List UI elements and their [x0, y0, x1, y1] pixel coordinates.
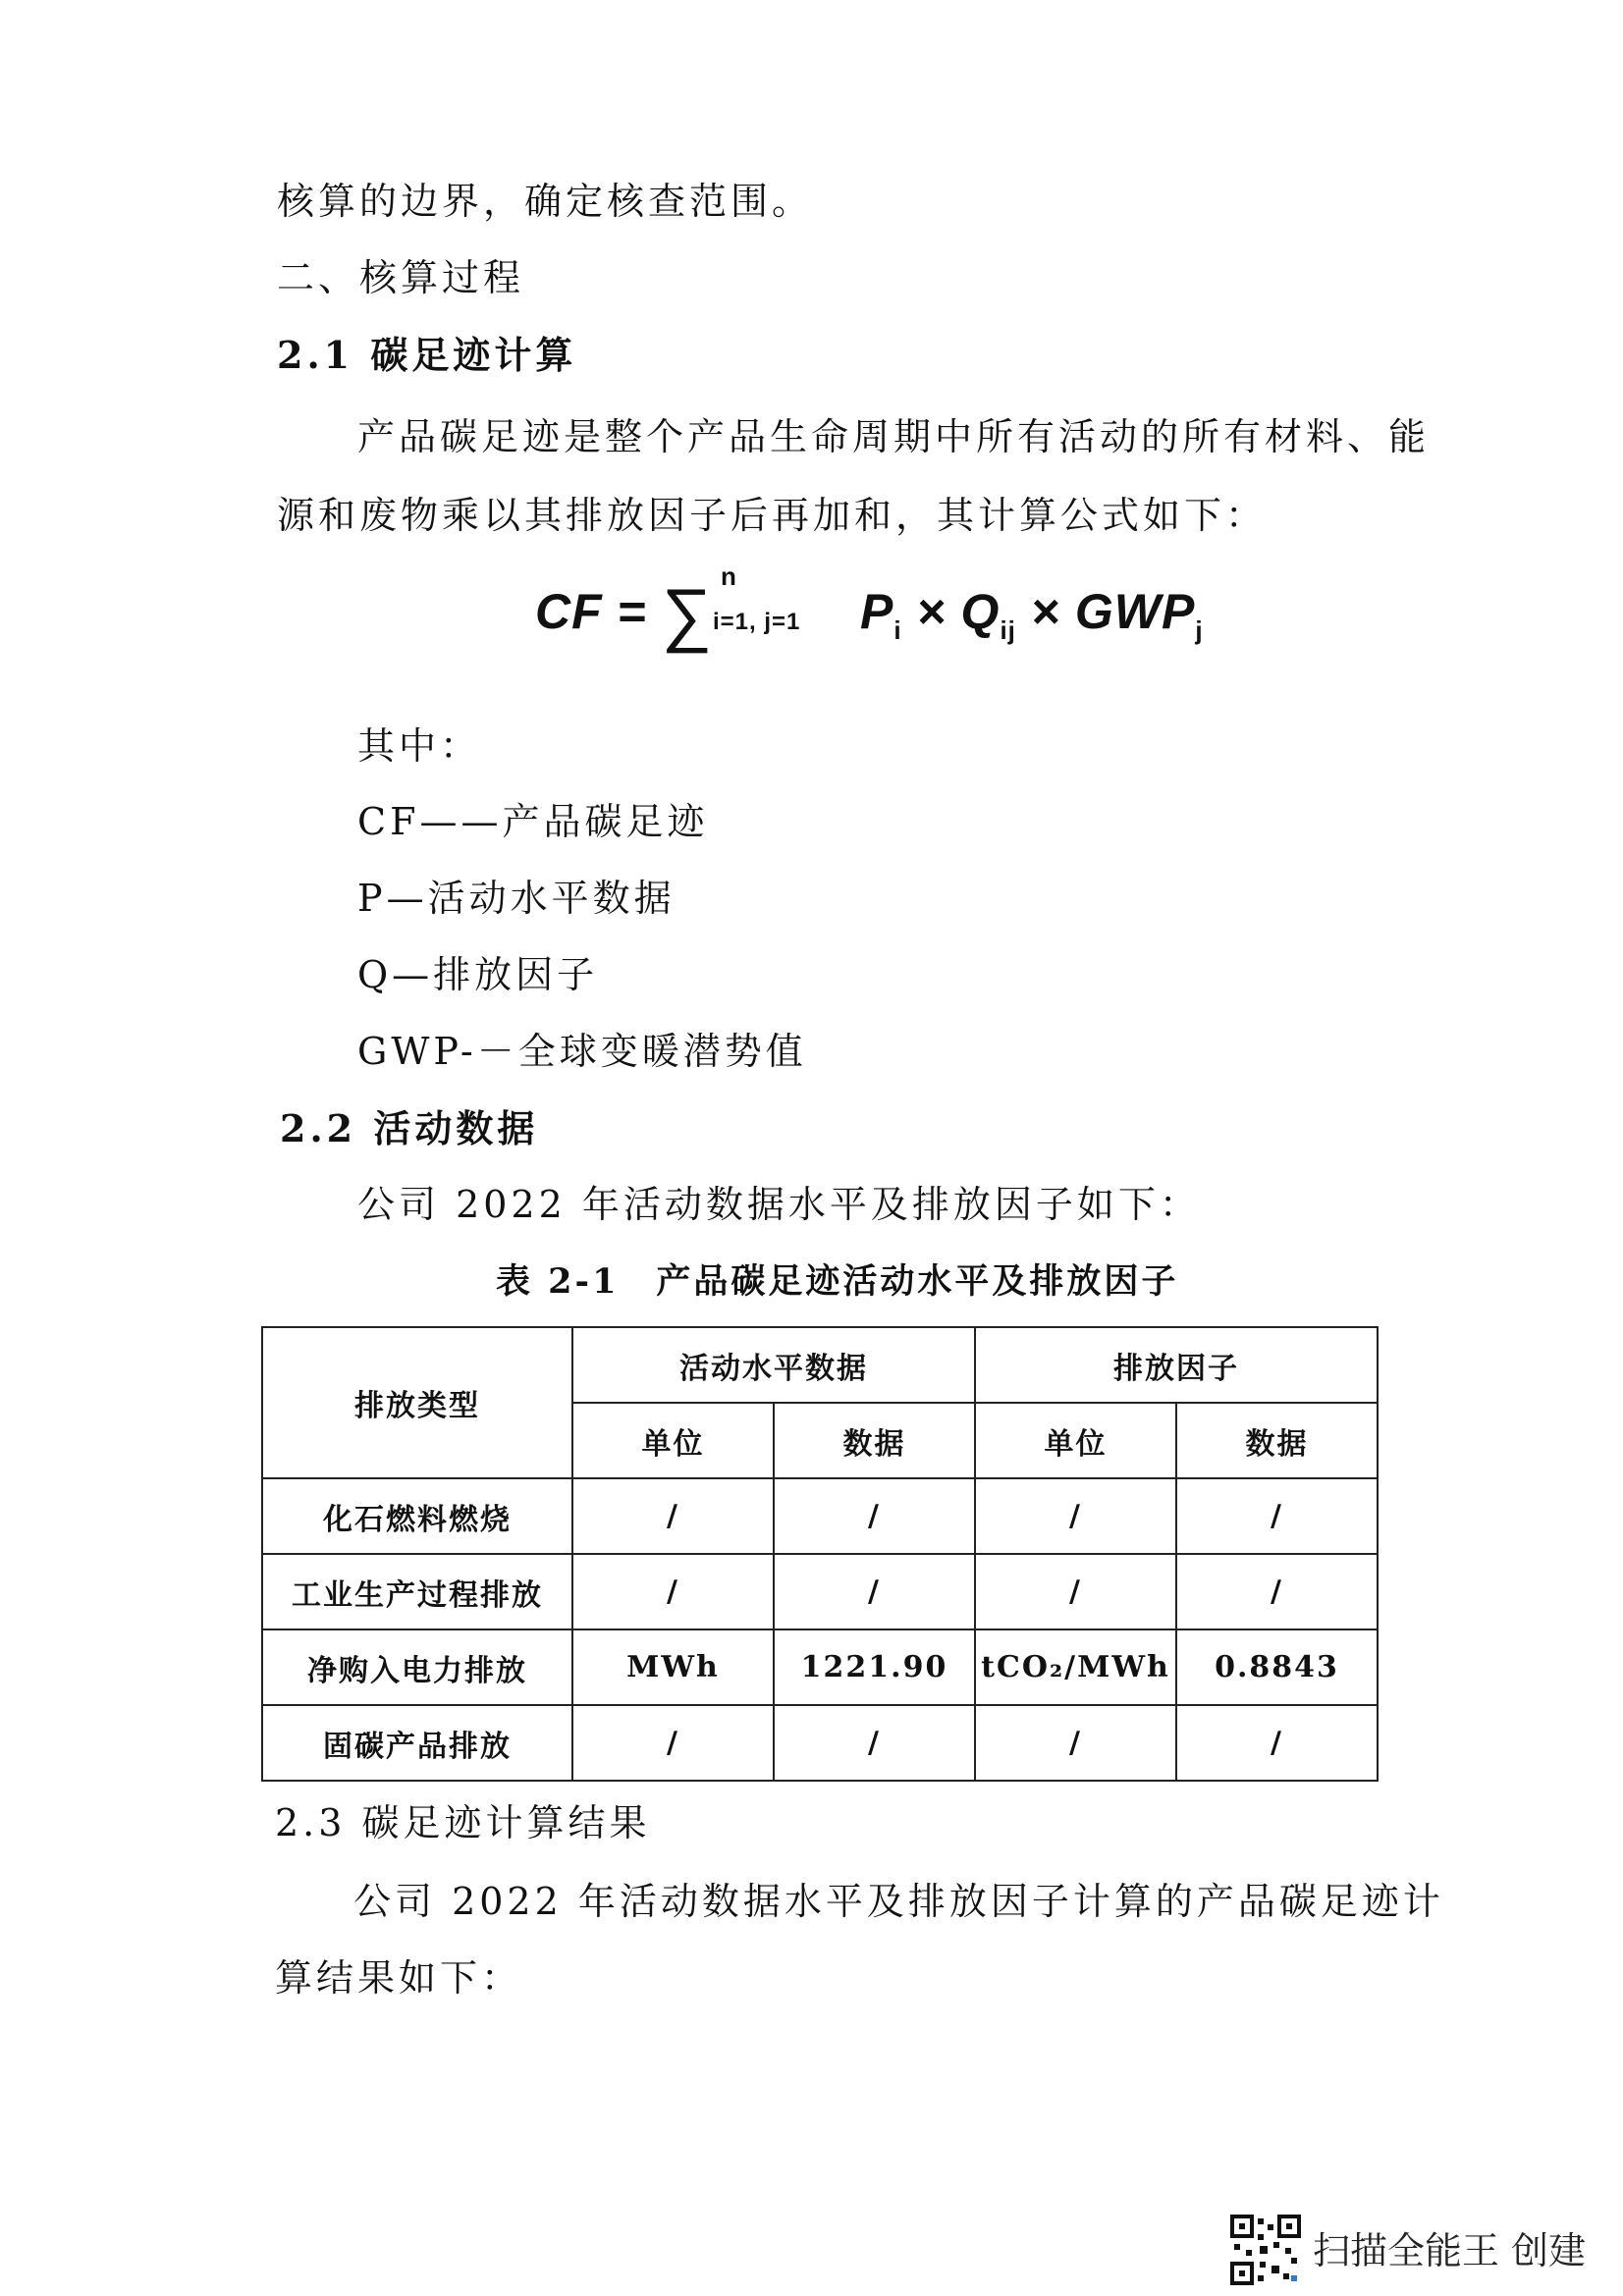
formula-upper-limit: n: [720, 561, 737, 591]
row-activity-unit: /: [572, 1705, 774, 1781]
formula-gwp: GWP: [1074, 584, 1196, 639]
formula-lhs: CF =: [535, 584, 662, 639]
row-activity-value: /: [774, 1705, 975, 1781]
row-activity-value: 1221.90: [774, 1629, 975, 1705]
header-factor-unit: 单位: [975, 1403, 1176, 1478]
formula-times-2: ×: [1015, 584, 1075, 639]
row-type: 工业生产过程排放: [262, 1554, 572, 1629]
row-factor-unit: /: [975, 1705, 1176, 1781]
section-2-heading: 二、核算过程: [277, 256, 525, 299]
table-row: [262, 1629, 1378, 1705]
formula-p-sub: i: [893, 615, 902, 645]
carbon-footprint-formula: [535, 561, 1204, 655]
row-activity-value: /: [774, 1554, 975, 1629]
definition-p: P—活动水平数据: [357, 877, 676, 920]
formula-lower-limit: i=1, j=1: [712, 609, 801, 635]
formula-gwp-sub: j: [1195, 615, 1204, 645]
section-2-3-heading: 2.3 碳足迹计算结果: [275, 1801, 651, 1844]
row-type: 固碳产品排放: [262, 1705, 572, 1781]
section-2-3-paragraph-line-1: 公司 2022 年活动数据水平及排放因子计算的产品碳足迹计: [353, 1880, 1444, 1923]
where-label: 其中：: [357, 724, 482, 768]
row-factor-unit: /: [975, 1478, 1176, 1554]
row-activity-unit: /: [572, 1478, 774, 1554]
qr-code-icon: [1230, 2215, 1301, 2285]
row-type: 净购入电力排放: [262, 1629, 572, 1705]
formula-p: P: [859, 584, 894, 639]
header-emission-type: 排放类型: [262, 1327, 572, 1478]
intro-tail-text: 核算的边界，确定核查范围。: [277, 180, 814, 223]
activity-emission-table: [261, 1326, 1379, 1782]
formula-sigma: ∑: [661, 575, 713, 654]
header-activity-data: 活动水平数据: [572, 1327, 975, 1403]
row-factor-value: 0.8843: [1176, 1629, 1378, 1705]
row-factor-value: /: [1176, 1705, 1378, 1781]
header-emission-factor: 排放因子: [975, 1327, 1378, 1403]
table-header-row-1: [262, 1327, 1378, 1403]
row-factor-unit: /: [975, 1554, 1176, 1629]
section-2-2-paragraph: 公司 2022 年活动数据水平及排放因子如下：: [357, 1183, 1201, 1226]
table-row: [262, 1554, 1378, 1629]
row-factor-unit: tCO₂/MWh: [975, 1629, 1176, 1705]
definition-gwp: GWP-－全球变暖潜势值: [357, 1030, 807, 1073]
section-2-1-paragraph-line-1: 产品碳足迹是整个产品生命周期中所有活动的所有材料、能: [357, 415, 1431, 458]
scanner-watermark: 扫描全能王 创建: [1313, 2229, 1587, 2272]
section-2-2-heading: 2.2 活动数据: [280, 1106, 539, 1150]
table-row: [262, 1478, 1378, 1554]
section-2-1-paragraph-line-2: 源和废物乘以其排放因子后再加和，其计算公式如下：: [277, 494, 1268, 537]
section-2-3-paragraph-line-2: 算结果如下：: [275, 1956, 523, 2000]
header-activity-unit: 单位: [572, 1403, 774, 1478]
row-factor-value: /: [1176, 1554, 1378, 1629]
row-activity-unit: MWh: [572, 1629, 774, 1705]
row-activity-value: /: [774, 1478, 975, 1554]
header-activity-value: 数据: [774, 1403, 975, 1478]
row-activity-unit: /: [572, 1554, 774, 1629]
row-factor-value: /: [1176, 1478, 1378, 1554]
formula-q: Q: [960, 584, 1001, 639]
header-factor-value: 数据: [1176, 1403, 1378, 1478]
definition-q: Q—排放因子: [357, 953, 599, 996]
section-2-1-heading: 2.1 碳足迹计算: [277, 333, 577, 377]
table-caption: 表 2-1 产品碳足迹活动水平及排放因子: [496, 1261, 1179, 1302]
definition-cf: CF——产品碳足迹: [357, 800, 709, 843]
row-type: 化石燃料燃烧: [262, 1478, 572, 1554]
formula-limits: [712, 561, 860, 648]
table-row: [262, 1705, 1378, 1781]
formula-times-1: ×: [901, 584, 961, 639]
formula-q-sub: ij: [1000, 615, 1016, 645]
